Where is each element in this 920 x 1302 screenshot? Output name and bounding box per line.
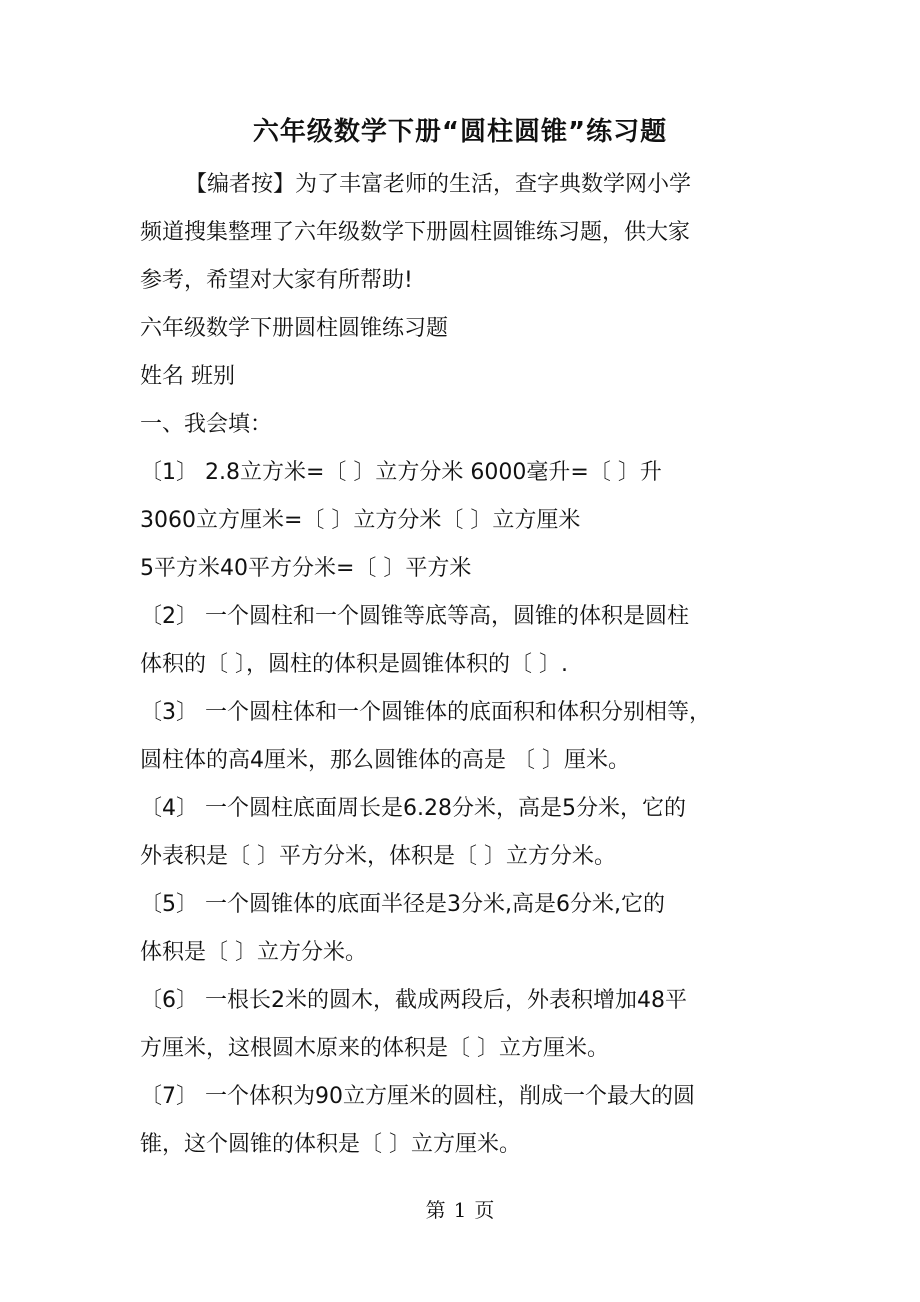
footer-suffix: 页 <box>474 1198 495 1222</box>
text-line: 频道搜集整理了六年级数学下册圆柱圆锥练习题，供大家 <box>140 220 691 245</box>
page-number: 1 <box>453 1198 467 1222</box>
text-line: 六年级数学下册圆柱圆锥练习题 <box>140 316 449 341</box>
text-line: 参考，希望对大家有所帮助! <box>140 268 413 293</box>
question-line: 体积是〔 〕立方分米。 <box>140 940 367 965</box>
footer-prefix: 第 <box>425 1198 446 1222</box>
question-line: 〔7〕 一个体积为90立方厘米的圆柱，削成一个最大的圆 <box>140 1084 695 1109</box>
question-line: 体积的〔 〕，圆柱的体积是圆锥体积的〔 〕. <box>140 652 568 677</box>
question-line: 5平方米40平方分米=〔 〕平方米 <box>140 556 472 581</box>
question-line: 〔5〕 一个圆锥体的底面半径是3分米,高是6分米,它的 <box>140 892 665 917</box>
question-line: 〔2〕 一个圆柱和一个圆锥等底等高，圆锥的体积是圆柱 <box>140 604 689 629</box>
document-title: 六年级数学下册“圆柱圆锥”练习题 <box>252 117 668 147</box>
question-line: 〔4〕 一个圆柱底面周长是6.28分米，高是5分米，它的 <box>140 796 686 821</box>
page-footer <box>0 1195 920 1225</box>
text-line: 【编者按】为了丰富老师的生活，查字典数学网小学 <box>185 172 692 197</box>
question-line: 〔1〕 2.8立方米=〔 〕立方分米 6000毫升=〔 〕升 <box>140 460 662 485</box>
section-heading: 一、我会填： <box>140 412 273 437</box>
question-line: 〔3〕 一个圆柱体和一个圆锥体的底面积和体积分别相等， <box>140 700 711 725</box>
question-line: 圆柱体的高4厘米，那么圆锥体的高是 〔 〕厘米。 <box>140 748 630 773</box>
question-line: 〔6〕 一根长2米的圆木，截成两段后，外表积增加48平 <box>140 988 687 1013</box>
question-line: 方厘米，这根圆木原来的体积是〔 〕立方厘米。 <box>140 1036 609 1061</box>
question-line: 锥，这个圆锥的体积是〔 〕立方厘米。 <box>140 1132 521 1157</box>
text-line: 姓名 班别 <box>140 364 235 389</box>
question-line: 外表积是〔 〕平方分米，体积是〔 〕立方分米。 <box>140 844 616 869</box>
question-line: 3060立方厘米=〔 〕立方分米〔 〕立方厘米 <box>140 508 581 533</box>
